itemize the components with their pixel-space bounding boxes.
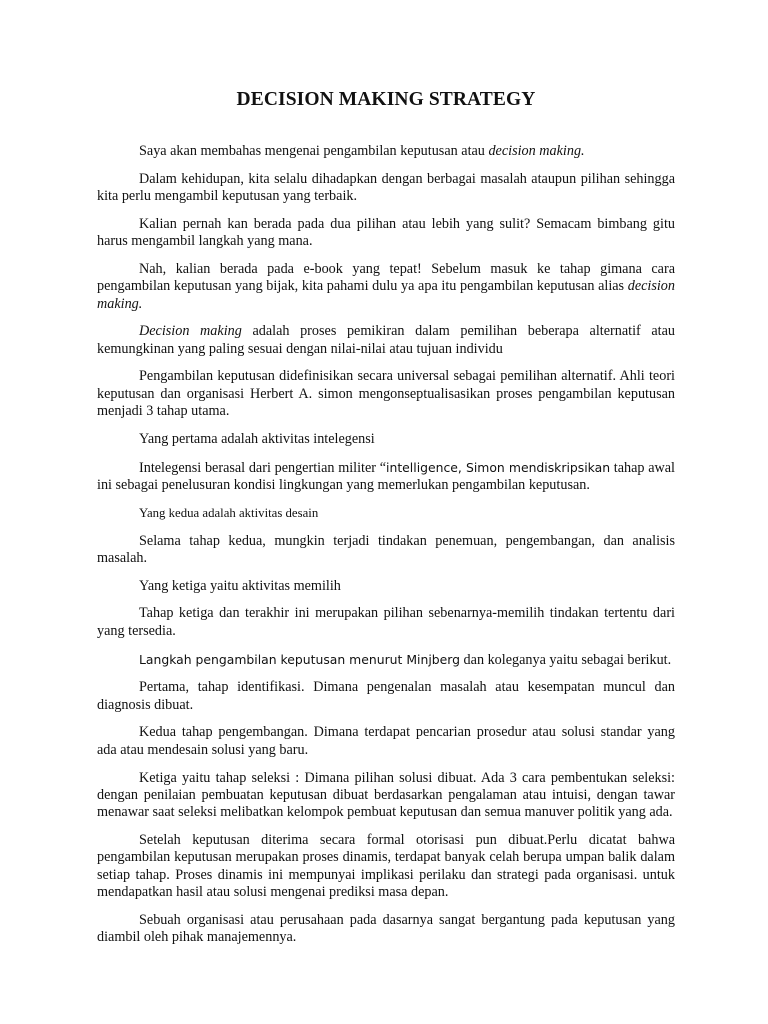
paragraph-4 xyxy=(97,261,675,313)
paragraph-1-text: Saya akan membahas mengenai pengambilan keputusan atau xyxy=(139,143,489,159)
paragraph-8 xyxy=(97,459,675,495)
paragraph-8-text-start: Intelegensi berasal dari pengertian militer “ xyxy=(139,459,387,476)
paragraph-18: Sebuah organisasi atau perusahaan pada dasarnya sangat bergantung pada keputusan yang diambil oleh pihak manajemennya. xyxy=(97,911,675,945)
paragraph-11: Yang ketiga yaitu aktivitas memilih xyxy=(139,577,341,594)
paragraph-4-text: Nah, kalian berada pada e-book yang tepat! Sebelum masuk ke tahap gimana cara pengambilan keputusan yang bijak, kita pahami dulu ya apa itu pengambilan keputusan alias xyxy=(97,260,675,295)
paragraph-1 xyxy=(97,143,675,160)
document-title: DECISION MAKING STRATEGY xyxy=(236,89,536,110)
paragraph-7: Yang pertama adalah aktivitas intelegensi xyxy=(139,430,375,447)
paragraph-14: Pertama, tahap identifikasi. Dimana pengenalan masalah atau kesempatan muncul dan diagnosis dibuat. xyxy=(97,679,675,713)
paragraph-10: Selama tahap kedua, mungkin terjadi tindakan penemuan, pengembangan, dan analisis masalah. xyxy=(97,532,675,566)
paragraph-13-text: dan koleganya yaitu sebagai berikut. xyxy=(460,651,672,668)
paragraph-9: Yang kedua adalah aktivitas desain xyxy=(139,505,319,520)
paragraph-13 xyxy=(97,651,675,669)
paragraph-5-emphasis: Decision making xyxy=(139,323,242,340)
paragraph-8-sans-text: intelligence, Simon mendiskripsikan xyxy=(386,459,611,475)
paragraph-5 xyxy=(97,323,675,358)
paragraph-17: Setelah keputusan diterima secara formal otorisasi pun dibuat.Perlu dicatat bahwa pengambilan keputusan merupakan proses dinamis, terdapat banyak celah berupa umpan balik dalam setiap tahap. Proses dinamis ini mempunyai implikasi perilaku dan strategi pada organisasi. untuk mendapatkan hasil atau solusi mengenai prediksi masa depan. xyxy=(97,831,675,900)
paragraph-12: Tahap ketiga dan terakhir ini merupakan pilihan sebenarnya-memilih tindakan tertentu dari yang tersedia. xyxy=(97,605,675,639)
paragraph-5-text: adalah proses pemikiran dalam pemilihan beberapa alternatif atau kemungkinan yang paling sesuai dengan nilai-nilai atau tujuan individu xyxy=(97,323,676,357)
paragraph-1-emphasis: decision making. xyxy=(488,143,585,159)
paragraph-4-emphasis: decision making. xyxy=(97,278,675,312)
paragraph-8-text-end: tahap awal ini sebagai penelusuran kondisi lingkungan yang memerlukan pengambilan keputusan. xyxy=(97,459,675,493)
paragraph-15: Kedua tahap pengembangan. Dimana terdapat pencarian prosedur atau solusi standar yang ada atau mendesain solusi yang baru. xyxy=(97,724,675,758)
paragraph-6: Pengambilan keputusan didefinisikan secara universal sebagai pemilihan alternatif. Ahli teori keputusan dan organisasi Herbert A. simon mengonseptualisasikan proses pengambilan keputusan menjadi 3 tahap utama. xyxy=(97,368,675,420)
paragraph-2: Dalam kehidupan, kita selalu dihadapkan dengan berbagai masalah ataupun pilihan sehingga kita perlu mengambil keputusan yang terbaik. xyxy=(97,170,675,205)
paragraph-16: Ketiga yaitu tahap seleksi : Dimana pilihan solusi dibuat. Ada 3 cara pembentukan seleksi: dengan penilaian pembuatan keputusan dibuat berdasarkan pengalaman atau intuisi, dengan tawar menawar saat seleksi melibatkan kelompok pembuat keputusan dan semua manuver politik yang ada. xyxy=(97,769,675,821)
paragraph-13-sans-text: Langkah pengambilan keputusan menurut Minjberg xyxy=(139,651,460,667)
paragraph-3: Kalian pernah kan berada pada dua pilihan atau lebih yang sulit? Semacam bimbang gitu harus mengambil langkah yang mana. xyxy=(97,215,675,250)
